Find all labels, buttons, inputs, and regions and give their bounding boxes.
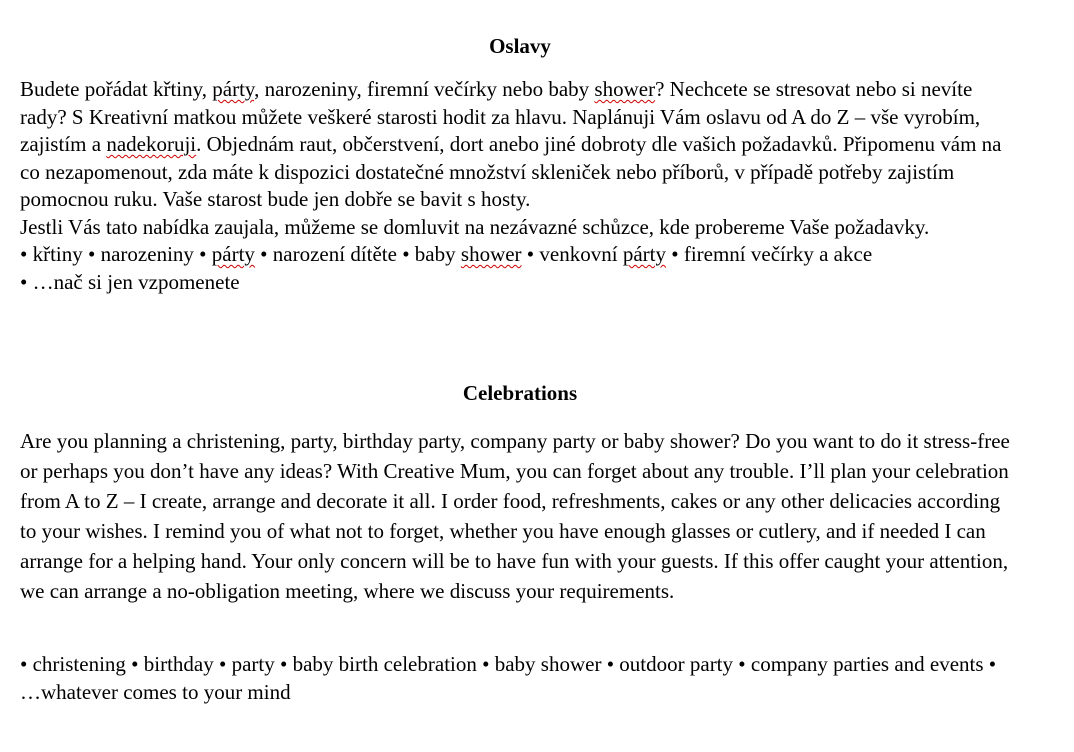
text-run: ? Nechcete se stresovat nebo si nevíte rady? S Kreativní matkou můžete veškeré starosti hodit za hlavu. Naplánuji Vám oslavu od A do Z – vše vyrobím, zajistím a bbox=[20, 77, 981, 156]
spellcheck-word[interactable]: párty bbox=[211, 242, 255, 266]
text-run: . Objednám raut, občerstvení, dort anebo jiné dobroty dle vašich požadavků. Připomenu vám na co nezapomenout, zda máte k dispozici dostatečné množství skleniček nebo příborů, v případě potřeby zajistím pomocnou ruku. Vaše starost bude jen dobře se bavit s hosty. bbox=[20, 132, 1002, 211]
english-section-title: Celebrations bbox=[462, 381, 578, 405]
czech-section-title: Oslavy bbox=[489, 34, 551, 58]
text-run: Budete pořádat křtiny, bbox=[20, 77, 213, 101]
czech-paragraph-1 bbox=[20, 76, 1020, 214]
spellcheck-word[interactable]: shower bbox=[460, 242, 522, 266]
spellcheck-word[interactable]: párty bbox=[622, 242, 666, 266]
spellcheck-word[interactable]: shower bbox=[594, 77, 656, 101]
spellcheck-word[interactable]: nadekoruji bbox=[106, 132, 197, 156]
text-run: • křtiny • narozeniny • bbox=[20, 242, 212, 266]
text-run: • narození dítěte • baby bbox=[254, 242, 461, 266]
spellcheck-word[interactable]: párty bbox=[212, 77, 255, 101]
text-run: • venkovní bbox=[521, 242, 623, 266]
english-paragraph: Are you planning a christening, party, birthday party, company party or baby shower? Do you want to do it stress-free or perhaps you don’t have any ideas? With Creative Mum, you can forget about any trouble. I’ll plan your celebration from A to Z – I create, arrange and decorate it all. I order food, refreshments, cakes or any other delicacies according to your wishes. I remind you of what not to forget, whether you have enough glasses or cutlery, and if needed I can arrange for a helping hand. Your only concern will be to have fun with your guests. If this offer caught your attention, we can arrange a no-obligation meeting, where we discuss your requirements. bbox=[20, 429, 1010, 603]
czech-paragraph-2: Jestli Vás tato nabídka zaujala, můžeme se domluvit na nezávazné schůzce, kde probereme Vaše požadavky. bbox=[20, 214, 930, 239]
czech-bullet-list bbox=[20, 241, 1020, 269]
text-run: • firemní večírky a akce bbox=[665, 242, 873, 266]
czech-bullet-list-continued: • …nač si jen vzpomenete bbox=[20, 269, 240, 294]
english-bullet-list: • christening • birthday • party • baby birth celebration • baby shower • outdoor party • company parties and events • …whatever comes to your mind bbox=[20, 652, 997, 704]
text-run: , narozeniny, firemní večírky nebo baby bbox=[254, 77, 595, 101]
czech-section-body bbox=[20, 76, 1020, 296]
